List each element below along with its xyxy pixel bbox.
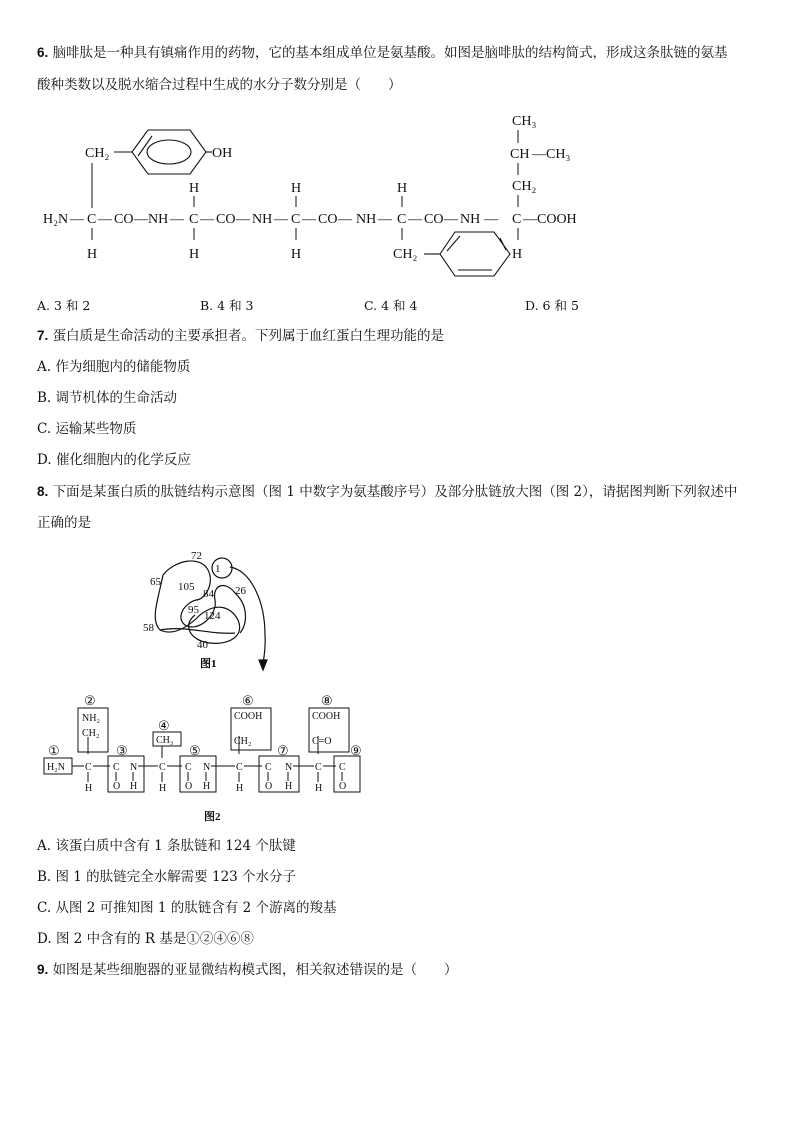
q6-a-text: 3 和 2 — [54, 298, 91, 313]
f-cooh: COOH — [537, 212, 577, 227]
f-ch3-top: CH₃ — [512, 114, 537, 129]
q8-option-c[interactable] — [37, 900, 336, 916]
fig2-o3: O — [265, 781, 273, 792]
f-c3: C — [291, 212, 301, 227]
q7-option-a[interactable] — [37, 359, 190, 375]
fig2-h6: H — [285, 781, 293, 792]
fig2-c8: ⑧ — [321, 693, 333, 708]
q9-stem — [37, 962, 458, 978]
f-d3: — — [134, 212, 148, 227]
q8-option-a[interactable] — [37, 838, 296, 854]
fig2-c8a: C — [339, 762, 346, 773]
fig2-ch2-b: CH₂ — [234, 736, 252, 747]
q6-option-c[interactable] — [364, 296, 417, 314]
f-c5: C — [512, 212, 522, 227]
fig1-label-72: 72 — [191, 550, 202, 562]
fig1-label-58: 58 — [143, 622, 154, 634]
q6-d-letter: D. — [525, 298, 539, 313]
fig2-nh2: NH₂ — [82, 713, 100, 724]
f-ch3-right: —CH₃ — [532, 147, 571, 162]
f-ch2-1: CH₂ — [85, 146, 110, 161]
fig2-h1: H — [85, 783, 93, 794]
fig2-o1: O — [113, 781, 121, 792]
fig2-ch3: CH₃ — [156, 735, 174, 746]
fig2-c5a: C — [236, 762, 243, 773]
fig2-c6: ⑥ — [242, 693, 254, 708]
f-h-dn-1: H — [87, 247, 98, 262]
fig2-c2a: C — [113, 762, 120, 773]
f-c2: C — [189, 212, 199, 227]
q8-option-d[interactable] — [37, 931, 254, 947]
fig2-h4: H — [203, 781, 211, 792]
f-h-dn-5: H — [512, 247, 523, 262]
fig2-ch2-a: CH₂ — [82, 728, 100, 739]
q8-option-b[interactable] — [37, 869, 296, 885]
f-d12: — — [444, 212, 458, 227]
f-co2: CO — [216, 212, 236, 227]
fig2-c7a: C — [315, 762, 322, 773]
fig2-caption: 图2 — [204, 811, 221, 823]
q6-b-letter: B. — [200, 298, 214, 313]
f-h-up-4: H — [397, 181, 408, 196]
q8-d-letter: D. — [37, 931, 52, 947]
q8-d-text: 图 2 中含有的 R 基是①②④⑥⑧ — [55, 931, 254, 947]
q6-option-b[interactable] — [200, 296, 254, 314]
phenol-ring — [114, 130, 212, 174]
q7-c-letter: C. — [37, 421, 52, 437]
f-d7: — — [274, 212, 288, 227]
q6-b-text: 4 和 3 — [217, 298, 254, 313]
fig1-caption: 图1 — [200, 658, 217, 670]
fig2-cooh-b: COOH — [312, 711, 341, 722]
q8-text-1: 下面是某蛋白质的肽链结构示意图（图 1 中数字为氨基酸序号）及部分肽链放大图（图 2），请据图判断下列叙述中 — [52, 484, 738, 500]
q8-number: 8. — [37, 484, 49, 499]
f-co4: CO — [424, 212, 444, 227]
f-d2: — — [98, 212, 112, 227]
q8-c-text: 从图 2 可推知图 1 的肽链含有 2 个游离的羧基 — [55, 900, 337, 916]
f-oh: OH — [212, 146, 233, 161]
q7-option-b[interactable] — [37, 390, 177, 406]
fig2-h3: H — [159, 783, 167, 794]
fig2-cooh-a: COOH — [234, 711, 263, 722]
q7-b-letter: B. — [37, 390, 52, 406]
fig2-c7: ⑦ — [277, 743, 289, 758]
f-co3: CO — [318, 212, 338, 227]
f-h2n: H₂N — [43, 212, 69, 227]
f-d6: — — [236, 212, 250, 227]
q7-stem-text: 蛋白质是生命活动的主要承担者。下列属于血红蛋白生理功能的是 — [52, 328, 445, 344]
fig2-c2: ② — [84, 693, 96, 708]
f-d13: — — [484, 212, 498, 227]
q6-c-letter: C. — [364, 298, 378, 313]
q6-stem-line1 — [37, 45, 728, 61]
fig2-h2n: H₂N — [47, 762, 65, 773]
f-d1: — — [70, 212, 84, 227]
fig2-h5: H — [236, 783, 244, 794]
fig2-h2: H — [130, 781, 138, 792]
fig1-label-40: 40 — [197, 639, 208, 651]
f-nh4: NH — [460, 212, 481, 227]
fig2-c9: ⑨ — [350, 743, 362, 758]
q9-number: 9. — [37, 962, 49, 977]
q6-a-letter: A. — [37, 298, 51, 313]
q8-b-text: 图 1 的肽链完全水解需要 123 个水分子 — [55, 869, 297, 885]
figure-1-peptide-chain — [0, 545, 794, 675]
f-h-dn-3: H — [291, 247, 302, 262]
f-c4: C — [397, 212, 407, 227]
f-h-dn-2: H — [189, 247, 200, 262]
fig1-label-95: 95 — [188, 604, 199, 616]
fig2-c4a: C — [185, 762, 192, 773]
q7-d-text: 催化细胞内的化学反应 — [55, 452, 191, 468]
q7-number: 7. — [37, 328, 49, 343]
q7-a-letter: A. — [37, 359, 52, 375]
q7-d-letter: D. — [37, 452, 52, 468]
fig2-n2: N — [203, 762, 211, 773]
fig2-o2: O — [185, 781, 193, 792]
f-d11: — — [408, 212, 422, 227]
q6-text-1: 脑啡肽是一种具有镇痛作用的药物，它的基本组成单位是氨基酸。如图是脑啡肽的结构简式，形成这条肽链的氨基 — [52, 45, 728, 61]
figure-2-peptide-enlarged — [0, 688, 794, 833]
fig2-c1: ① — [48, 743, 60, 758]
f-ch2-top-right: CH₂ — [512, 179, 537, 194]
fig1-label-26: 26 — [235, 585, 246, 597]
f-h-up-3: H — [291, 181, 302, 196]
f-d4: — — [170, 212, 184, 227]
q9-stem-text: 如图是某些细胞器的亚显微结构模式图，相关叙述错误的是（ ） — [52, 962, 458, 978]
q7-stem — [37, 328, 444, 344]
q6-d-text: 6 和 5 — [542, 298, 579, 313]
fig2-c4: ④ — [158, 718, 170, 733]
f-ch: CH — [510, 147, 530, 162]
q8-stem-line2: 正确的是 — [37, 515, 91, 531]
fig2-n3: N — [285, 762, 293, 773]
q7-option-c[interactable] — [37, 421, 136, 437]
q6-option-a[interactable] — [37, 296, 90, 314]
fig1-label-84: 84 — [203, 588, 214, 600]
f-d10: — — [378, 212, 392, 227]
q8-stem-line1 — [37, 484, 737, 500]
f-co1: CO — [114, 212, 134, 227]
f-d14: — — [523, 212, 537, 227]
q7-c-text: 运输某些物质 — [55, 421, 137, 437]
q6-number: 6. — [37, 45, 49, 60]
fig2-h7: H — [315, 783, 323, 794]
fig2-c3: ③ — [116, 743, 128, 758]
f-c1: C — [87, 212, 97, 227]
f-d5: — — [200, 212, 214, 227]
q7-a-text: 作为细胞内的储能物质 — [55, 359, 191, 375]
enkephalin-formula — [0, 100, 794, 300]
fig2-c6a: C — [265, 762, 272, 773]
fig2-c-eq-o: C=O — [312, 736, 332, 747]
f-h-up-2: H — [189, 181, 200, 196]
f-nh2: NH — [252, 212, 273, 227]
f-nh1: NH — [148, 212, 169, 227]
q8-b-letter: B. — [37, 869, 52, 885]
q6-stem-line2: 酸种类数以及脱水缩合过程中生成的水分子数分别是（ ） — [37, 77, 402, 93]
fig1-label-1: 1 — [215, 563, 221, 575]
q8-a-letter: A. — [37, 838, 52, 854]
f-d9: — — [338, 212, 352, 227]
q6-c-text: 4 和 4 — [381, 298, 418, 313]
f-nh3: NH — [356, 212, 377, 227]
fig1-label-105: 105 — [178, 581, 195, 593]
benzene-ring — [424, 232, 510, 276]
f-d8: — — [302, 212, 316, 227]
fig2-c5: ⑤ — [189, 743, 201, 758]
fig1-label-65: 65 — [150, 576, 161, 588]
q8-a-text: 该蛋白质中含有 1 条肽链和 124 个肽键 — [55, 838, 296, 854]
fig2-c3a: C — [159, 762, 166, 773]
f-ch2-dn: CH₂ — [393, 247, 418, 262]
q7-b-text: 调节机体的生命活动 — [55, 390, 178, 406]
q8-c-letter: C. — [37, 900, 52, 916]
q6-option-d[interactable] — [525, 296, 579, 314]
fig2-c1a: C — [85, 762, 92, 773]
q7-option-d[interactable] — [37, 452, 191, 468]
fig2-o4: O — [339, 781, 347, 792]
fig1-label-124: 124 — [204, 610, 221, 622]
fig2-n1: N — [130, 762, 138, 773]
